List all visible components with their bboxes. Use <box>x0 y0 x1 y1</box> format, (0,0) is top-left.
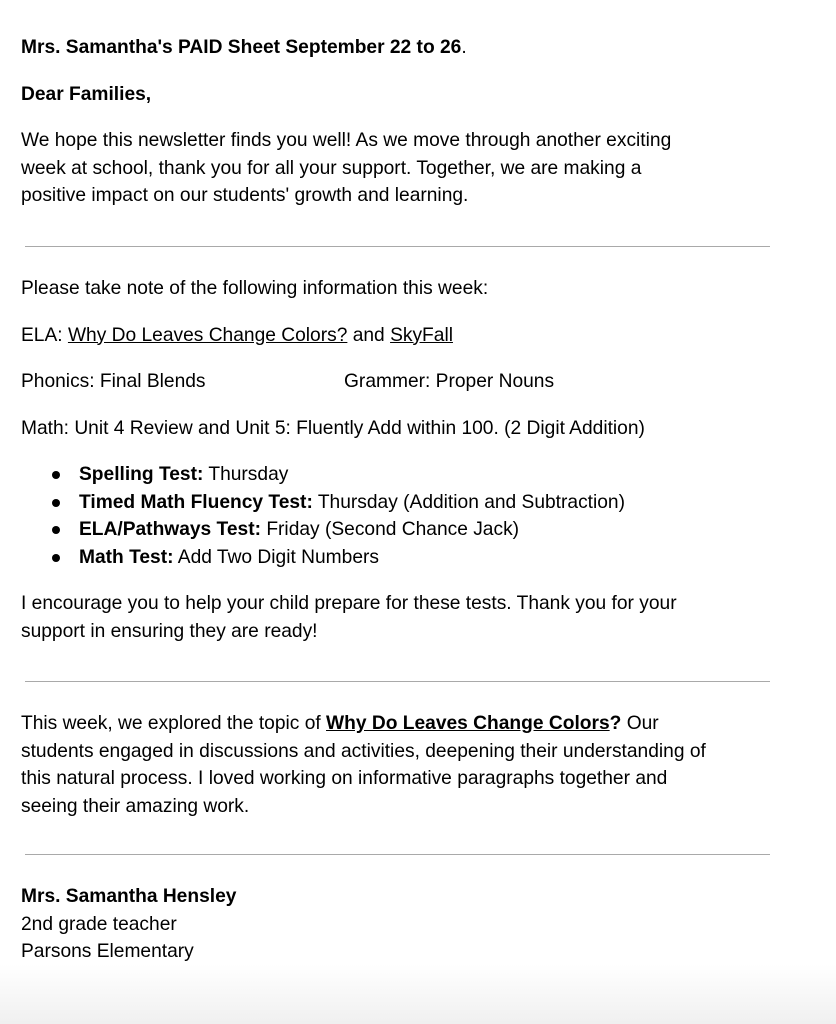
intro-line: positive impact on our students' growth and learning. <box>21 185 469 206</box>
intro-line: week at school, thank you for all your support. Together, we are making a <box>21 157 642 179</box>
signature <box>21 883 811 966</box>
test-value: Thursday <box>203 464 289 485</box>
list-item <box>21 544 811 572</box>
greeting: Dear Families, <box>21 83 152 105</box>
signature-name: Mrs. Samantha Hensley <box>21 886 237 907</box>
encourage-paragraph <box>21 590 811 645</box>
ela-label: ELA: <box>21 324 68 346</box>
math-line: Math: Unit 4 Review and Unit 5: Fluently Add within 100. (2 Digit Addition) <box>21 417 645 439</box>
grammar-text: Grammer: Proper Nouns <box>344 371 555 392</box>
explored-pre: This week, we explored the topic of <box>21 713 327 734</box>
explored-question-mark: ? <box>609 713 622 734</box>
phonics-text: Phonics: Final Blends <box>21 371 206 392</box>
test-value: Friday (Second Chance Jack) <box>260 519 520 540</box>
list-item <box>21 516 811 544</box>
bullet-icon <box>52 471 60 479</box>
explored-line: seeing their amazing work. <box>21 795 250 817</box>
explored-link[interactable]: Why Do Leaves Change Colors <box>326 713 610 734</box>
ela-and: and <box>347 324 391 346</box>
ela-link-skyfall[interactable]: SkyFall <box>390 324 453 346</box>
test-label: Spelling Test: <box>79 464 204 485</box>
title-period: . <box>461 37 467 58</box>
bullet-icon <box>52 554 60 562</box>
explored-line: students engaged in discussions and activities, deepening their understanding of <box>21 740 706 762</box>
encourage-line: I encourage you to help your child prepare for these tests. Thank you for your <box>21 593 677 614</box>
page-title <box>21 34 811 62</box>
intro-line: We hope this newsletter finds you well! As we move through another exciting <box>21 130 672 151</box>
divider <box>25 854 770 855</box>
phonics-grammar-line <box>21 368 811 396</box>
signature-school: Parsons Elementary <box>21 941 194 962</box>
info-lead: Please take note of the following information this week: <box>21 278 489 299</box>
explored-line: this natural process. I loved working on informative paragraphs together and <box>21 768 668 789</box>
divider <box>25 246 770 247</box>
divider <box>25 681 770 682</box>
title-text: Mrs. Samantha's PAID Sheet September 22 to 26 <box>21 37 462 58</box>
list-item <box>21 489 811 517</box>
explored-line <box>21 710 811 738</box>
page-bottom-fade <box>0 964 836 1024</box>
test-value: Add Two Digit Numbers <box>173 546 379 568</box>
tests-list <box>21 461 811 571</box>
weekly-info <box>21 275 811 645</box>
ela-link-leaves[interactable]: Why Do Leaves Change Colors? <box>67 324 348 346</box>
intro-paragraph <box>21 127 811 210</box>
bullet-icon <box>52 526 60 534</box>
ela-line <box>21 322 811 350</box>
encourage-line: support in ensuring they are ready! <box>21 620 318 642</box>
signature-role: 2nd grade teacher <box>21 913 177 935</box>
test-value: Thursday (Addition and Subtraction) <box>312 491 625 513</box>
test-label: Math Test: <box>79 546 174 568</box>
bullet-icon <box>52 499 60 507</box>
test-label: ELA/Pathways Test: <box>79 519 261 540</box>
explored-post: Our <box>621 713 659 734</box>
test-label: Timed Math Fluency Test: <box>79 491 313 513</box>
explored-section <box>21 710 811 820</box>
list-item <box>21 461 811 489</box>
newsletter-top <box>21 34 811 210</box>
